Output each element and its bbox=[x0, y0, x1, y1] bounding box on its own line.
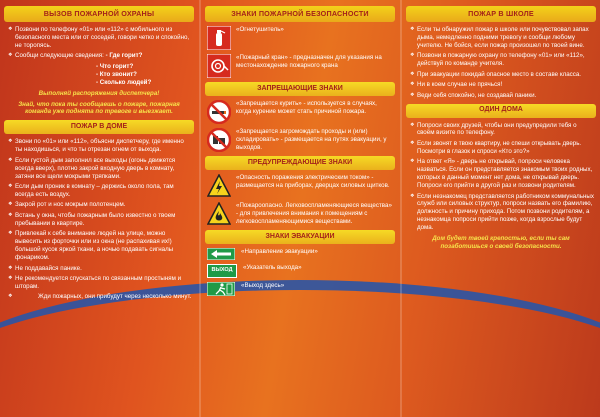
questions-list bbox=[0, 63, 198, 87]
sign-description: «Опасность поражения электрическим током» - размещается на приборах, дверцах силовых щитков. bbox=[236, 174, 390, 189]
sign-row bbox=[207, 248, 393, 260]
question-2: - Что горит? bbox=[96, 62, 134, 70]
list-item: ❖ Позвони по телефону «01» или «112» с мобильного из безопасного места или от соседей, говори четко и спокойно, не торопясь. bbox=[8, 26, 192, 50]
sign-description: «Огнетушитель» bbox=[236, 26, 284, 33]
heading-prohibiting-signs: ЗАПРЕЩАЮЩИЕ ЗНАКИ bbox=[205, 82, 395, 96]
running-person-icon bbox=[207, 282, 235, 296]
know-note: Знай, что пока ты сообщаешь о пожаре, пожарная команда уже поднята по тревоге и выезжает. bbox=[18, 100, 180, 116]
sign-description: «Запрещается загромождать проходы и (или) складировать» - размещается на путях эвакуации, у выходов. bbox=[236, 128, 387, 151]
heading-home-fire: ПОЖАР В ДОМЕ bbox=[4, 120, 194, 134]
flammable-icon bbox=[207, 202, 231, 226]
sign-row bbox=[207, 174, 393, 198]
column-fire-call bbox=[0, 0, 198, 417]
sign-description: «Выход здесь» bbox=[241, 282, 285, 289]
list-item: ❖ Встань у окна, чтобы пожарным было известно о твоем пребывании в квартире. bbox=[8, 212, 192, 228]
column-safety-signs bbox=[201, 0, 399, 417]
arrow-left-icon bbox=[207, 248, 235, 260]
sign-row bbox=[207, 264, 393, 278]
no-smoking-icon bbox=[207, 100, 231, 124]
list-item: ❖ Позвони в пожарную охрану по телефону «01» или «112», действуй по команде учителя. bbox=[410, 52, 594, 68]
list-item: ❖ На ответ «Я» - дверь не открывай, попроси человека назваться. Если он представляется знакомым твоих родных, которых в данный момент нет дома, не открывай дверь. Попроси его прийти в другой раз и позвони родителям. bbox=[410, 158, 594, 190]
no-obstruction-icon bbox=[207, 128, 231, 152]
heading-safety-signs: ЗНАКИ ПОЖАРНОЙ БЕЗОПАСНОСТИ bbox=[205, 6, 395, 22]
list-item: ❖ Ни в коем случае не прячься! bbox=[410, 81, 594, 89]
sign-description: «Запрещается курить» - используется в случаях, когда курение может стать причиной пожара. bbox=[236, 100, 377, 115]
heading-evacuation-signs: ЗНАКИ ЭВАКУАЦИИ bbox=[205, 230, 395, 244]
column-school-fire bbox=[402, 0, 600, 417]
list-item: ❖ Если густой дым заполнил все выходы (огонь движется всегда вверх), плотно закрой входную дверь в комнату, затяни все щели мокрыми тряпками. bbox=[8, 157, 192, 181]
list-item: ❖ Не рекомендуется спускаться по связанным простыням и шторам. bbox=[8, 275, 192, 291]
sign-description: «Направление эвакуации» bbox=[241, 248, 318, 255]
list-item: ❖ Не поддавайся панике. bbox=[8, 265, 192, 273]
exit-sign: ВЫХОД bbox=[207, 264, 237, 278]
sign-description: «Указатель выхода» bbox=[243, 264, 302, 271]
list-item: ❖ При эвакуации покидай опасное место в составе класса. bbox=[410, 71, 594, 79]
list-item: ❖ Закрой рот и нос мокрым полотенцем. bbox=[8, 201, 192, 209]
heading-fire-call: ВЫЗОВ ПОЖАРНОЙ ОХРАНЫ bbox=[4, 6, 194, 22]
sign-description: «Пожароопасно. Легковоспламеняющиеся вещества» - для привлечения внимания к помещениям с легковоспламеняющимися веществами. bbox=[236, 202, 392, 225]
list-item bbox=[8, 52, 192, 60]
list-item: ❖ Если незнакомец представляется работником коммунальных служб или силовых структур, попроси назвать его фамилию, должность и причину прихода. Потом позвони родителям, а незнакомца попроси прийти позже, когда взрослые будут дома. bbox=[410, 193, 594, 233]
list-item: ❖ Попроси своих друзей, чтобы они предупредили тебя о своём визите по телефону. bbox=[410, 122, 594, 138]
list-item: ❖ Если ты обнаружил пожар в школе или почувствовал запах дыма, немедленно подними тревогу и сообщи любому учителю. Не бойся, если пожар произошел по твоей вине. bbox=[410, 26, 594, 50]
list-item: ❖ Жди пожарных, они прибудут через несколько минут. bbox=[8, 293, 192, 301]
fire-hose-icon bbox=[207, 54, 231, 78]
sign-row bbox=[207, 282, 393, 296]
sign-row bbox=[207, 202, 393, 226]
list-item: ❖ Если звонят в твою квартиру, не спеши открывать дверь. Посмотри в глазок и спроси «Кто это?» bbox=[410, 140, 594, 156]
sign-row bbox=[207, 54, 393, 78]
sign-row bbox=[207, 100, 393, 124]
heading-school-fire: ПОЖАР В ШКОЛЕ bbox=[406, 6, 596, 22]
sign-row bbox=[207, 26, 393, 50]
heading-warning-signs: ПРЕДУПРЕЖДАЮЩИЕ ЗНАКИ bbox=[205, 156, 395, 170]
list-item: ❖ Веди себя спокойно, не создавай паники. bbox=[410, 92, 594, 100]
sign-row bbox=[207, 128, 393, 152]
question-4: - Сколько людей? bbox=[96, 78, 152, 86]
list-item: ❖ Если дым проник в комнату – держись около пола, там всегда есть воздух. bbox=[8, 183, 192, 199]
heading-home-alone: ОДИН ДОМА bbox=[406, 104, 596, 118]
list-item: ❖ Звони по «01» или «112», объясни диспетчеру, где именно ты находишься, и что ты отрезан огнем от выхода. bbox=[8, 138, 192, 154]
report-label: Сообщи следующие сведения: bbox=[15, 52, 104, 60]
list-item: ❖ Привлекай к себе внимание людей на улице, можно вывесить из форточки или из окна (не распахивая их!) большой кусок яркой ткани, а ночью подавать сигналы фонариком. bbox=[8, 230, 192, 262]
sign-description: «Пожарный кран» - предназначен для указания на местонахождение пожарного крана bbox=[236, 54, 382, 69]
closing-note: Дом будет твоей крепостью, если ты сам позаботишься о своей безопасности. bbox=[432, 235, 570, 251]
question-1: - Где горит? bbox=[105, 52, 143, 60]
fire-extinguisher-icon bbox=[207, 26, 231, 50]
follow-instructions: Выполняй распоряжения диспетчера! bbox=[38, 89, 160, 97]
question-3: - Кто звонит? bbox=[96, 70, 137, 78]
electric-hazard-icon bbox=[207, 174, 231, 198]
